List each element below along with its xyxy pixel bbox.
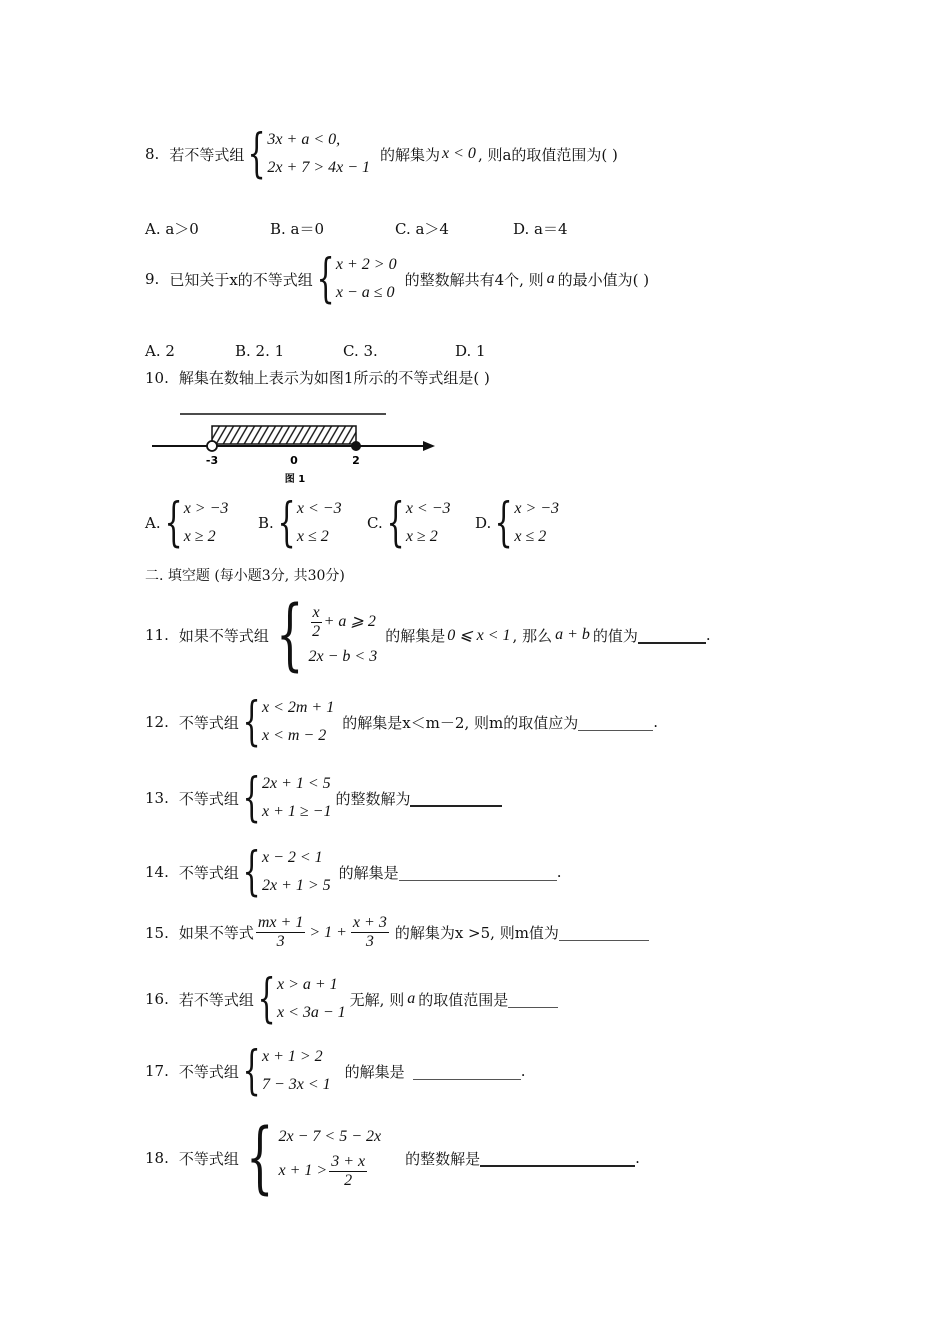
answer-options bbox=[145, 493, 745, 553]
system-row: x ≤ 2 bbox=[296, 528, 329, 545]
answer-blank[interactable] bbox=[399, 864, 557, 881]
system-row: x + 1 > 2 bbox=[261, 1048, 323, 1065]
inequality-system bbox=[241, 842, 331, 902]
inequality-system bbox=[271, 590, 378, 680]
question-8 bbox=[145, 124, 618, 184]
period: . bbox=[653, 713, 658, 731]
question-16 bbox=[145, 969, 558, 1029]
inequality-system bbox=[256, 969, 346, 1029]
option-d[interactable]: D. a＝4 bbox=[513, 220, 568, 238]
inequality-system bbox=[241, 692, 335, 752]
system-row bbox=[279, 1153, 382, 1190]
system-row: x > a + 1 bbox=[276, 976, 338, 993]
question-10 bbox=[145, 367, 490, 388]
question-number: 8. bbox=[145, 145, 160, 163]
answer-blank[interactable] bbox=[480, 1149, 635, 1167]
fraction-numerator: mx + 1 bbox=[257, 914, 304, 931]
question-number: 9. bbox=[145, 270, 160, 288]
hatched-solution-region bbox=[212, 426, 356, 444]
option-label: D. bbox=[475, 514, 492, 532]
question-text: 的解集为x >5, 则m值为 bbox=[394, 924, 559, 942]
question-text: 的值为 bbox=[592, 626, 638, 645]
question-text: , 那么 bbox=[512, 626, 553, 645]
fraction-denominator: 2 bbox=[344, 1171, 353, 1189]
brace-icon: { bbox=[247, 124, 266, 184]
question-text: 的整数解为 bbox=[335, 789, 411, 808]
brace-icon: { bbox=[277, 493, 296, 553]
system-row: 7 − 3x < 1 bbox=[261, 1076, 331, 1093]
answer-blank[interactable] bbox=[413, 1063, 521, 1080]
number-line-figure bbox=[150, 408, 440, 488]
question-text: 不等式组 bbox=[178, 1149, 239, 1168]
condition: 0 ⩽ x < 1 bbox=[447, 627, 511, 644]
option-c[interactable] bbox=[367, 493, 453, 553]
system-row: x ≤ 2 bbox=[514, 528, 547, 545]
option-b[interactable]: B. a＝0 bbox=[270, 220, 325, 238]
question-text: 不等式组 bbox=[178, 789, 239, 808]
option-d[interactable] bbox=[475, 493, 561, 553]
question-text: 的整数解是 bbox=[405, 1149, 481, 1168]
question-text: 的解集是x＜m－2, 则m的取值应为 bbox=[342, 713, 579, 732]
option-d[interactable]: D. 1 bbox=[455, 342, 486, 360]
question-text: 的取值范围是 bbox=[418, 990, 509, 1009]
brace-icon: { bbox=[242, 842, 261, 902]
brace-icon: { bbox=[316, 249, 335, 309]
question-text: 无解, 则 bbox=[349, 990, 405, 1009]
question-text: 的解集是 bbox=[385, 626, 446, 645]
system-row: x < −3 bbox=[296, 500, 342, 517]
answer-blank[interactable] bbox=[410, 789, 502, 807]
inequality-system bbox=[241, 768, 332, 828]
system-row: 2x − 7 < 5 − 2x bbox=[278, 1127, 382, 1145]
brace-icon: { bbox=[276, 590, 304, 680]
period: . bbox=[556, 863, 562, 881]
option-label: A. bbox=[145, 514, 161, 532]
option-a[interactable] bbox=[145, 493, 230, 553]
question-text: 如果不等式 bbox=[178, 924, 254, 942]
brace-icon: { bbox=[242, 768, 261, 828]
brace-icon: { bbox=[386, 493, 405, 553]
question-number: 13. bbox=[145, 789, 169, 807]
question-number: 17. bbox=[145, 1062, 169, 1080]
question-14 bbox=[145, 842, 562, 902]
system-row: 2x + 1 > 5 bbox=[261, 877, 331, 894]
system-row: x + 2 > 0 bbox=[335, 256, 397, 273]
question-number: 16. bbox=[145, 990, 169, 1008]
closed-point-icon bbox=[351, 441, 361, 451]
question-number: 15. bbox=[145, 923, 169, 942]
variable: a bbox=[407, 990, 416, 1007]
system-row: x + 1 ≥ −1 bbox=[261, 803, 332, 820]
fraction-denominator: 3 bbox=[276, 933, 285, 950]
system-row: x − 2 < 1 bbox=[261, 849, 323, 866]
section-heading: 二. 填空题 (每小题3分, 共30分) bbox=[145, 568, 345, 584]
question-text: 的整数解共有4个, 则 bbox=[404, 270, 544, 289]
fraction-denominator: 3 bbox=[365, 933, 374, 950]
system-row: x < −3 bbox=[405, 500, 451, 517]
brace-icon: { bbox=[494, 493, 513, 553]
question-text: 若不等式组 bbox=[178, 990, 254, 1009]
fraction-numerator: 3 + x bbox=[331, 1152, 366, 1170]
operator: > 1 + bbox=[309, 923, 347, 941]
period: . bbox=[520, 1062, 526, 1080]
question-text: 的解集是 bbox=[338, 863, 399, 882]
system-row: x < 2m + 1 bbox=[261, 699, 335, 716]
tick-label: 0 bbox=[290, 454, 298, 467]
question-text: 如果不等式组 bbox=[178, 626, 269, 645]
brace-icon: { bbox=[246, 1113, 274, 1203]
answer-blank[interactable] bbox=[578, 714, 653, 731]
option-b[interactable]: B. 2. 1 bbox=[235, 342, 285, 360]
period: . bbox=[635, 1149, 640, 1167]
question-number: 10. bbox=[145, 368, 169, 387]
system-row: 2x − b < 3 bbox=[308, 647, 378, 665]
question-18 bbox=[145, 1113, 640, 1203]
inequality-system bbox=[241, 1041, 331, 1101]
system-row: x ≥ 2 bbox=[183, 528, 216, 545]
inequality-system bbox=[241, 1113, 382, 1203]
system-row: x ≥ 2 bbox=[405, 528, 438, 545]
system-row: 2x + 7 > 4x − 1 bbox=[267, 159, 371, 176]
inequality-system bbox=[315, 249, 397, 309]
question-text: 的解集是 bbox=[344, 1062, 405, 1081]
question-text: 不等式组 bbox=[178, 863, 239, 882]
option-a[interactable]: A. a＞0 bbox=[145, 220, 199, 238]
brace-icon: { bbox=[242, 1041, 261, 1101]
answer-blank[interactable] bbox=[638, 626, 706, 644]
question-text: 已知关于x的不等式组 bbox=[169, 270, 313, 289]
question-12 bbox=[145, 692, 658, 752]
question-text: 解集在数轴上表示为如图1所示的不等式组是( ) bbox=[178, 369, 490, 387]
question-text: 不等式组 bbox=[178, 1062, 239, 1081]
question-number: 11. bbox=[145, 626, 169, 644]
tick-label: 2 bbox=[352, 454, 360, 467]
expression: a + b bbox=[555, 626, 590, 643]
question-text: 不等式组 bbox=[178, 713, 239, 732]
option-label: B. bbox=[258, 514, 274, 532]
brace-icon: { bbox=[257, 969, 276, 1029]
system-row: x − a ≤ 0 bbox=[335, 284, 395, 301]
period: . bbox=[705, 626, 711, 644]
figure-caption: 图 1 bbox=[284, 474, 306, 485]
brace-icon: { bbox=[242, 692, 261, 752]
system-row-rest: + a ⩾ 2 bbox=[323, 613, 376, 630]
question-text: 的解集为 bbox=[380, 145, 441, 164]
fraction-numerator: x + 3 bbox=[352, 914, 387, 931]
arrow-icon bbox=[423, 441, 435, 451]
question-17 bbox=[145, 1041, 526, 1101]
fraction-denominator: 2 bbox=[312, 622, 321, 640]
question-11 bbox=[145, 590, 711, 680]
option-a[interactable]: A. 2 bbox=[145, 342, 175, 360]
option-c[interactable]: C. a＞4 bbox=[395, 220, 449, 238]
tick-label: -3 bbox=[205, 454, 219, 467]
question-text: , 则a的取值范围为( ) bbox=[477, 145, 618, 164]
system-row: 2x + 1 < 5 bbox=[261, 775, 331, 792]
question-text: 若不等式组 bbox=[169, 145, 245, 164]
question-13 bbox=[145, 768, 502, 828]
system-row: x > −3 bbox=[183, 500, 229, 517]
question-9 bbox=[145, 249, 650, 309]
question-text: 的最小值为( ) bbox=[557, 270, 650, 289]
inequality-system bbox=[246, 124, 371, 184]
option-b[interactable] bbox=[258, 493, 344, 553]
condition: x < 0 bbox=[442, 145, 476, 162]
brace-icon: { bbox=[164, 493, 183, 553]
variable: a bbox=[546, 270, 555, 287]
system-row-left: x + 1 > bbox=[278, 1162, 328, 1179]
answer-blank[interactable] bbox=[508, 991, 558, 1008]
system-row: x > −3 bbox=[514, 500, 560, 517]
system-row: x < m − 2 bbox=[261, 727, 327, 744]
open-point-icon bbox=[207, 441, 217, 451]
option-label: C. bbox=[367, 514, 383, 532]
question-15 bbox=[145, 914, 649, 951]
question-number: 18. bbox=[145, 1149, 169, 1167]
system-row bbox=[309, 604, 378, 641]
question-number: 14. bbox=[145, 863, 169, 881]
system-row: x < 3a − 1 bbox=[276, 1004, 346, 1021]
question-number: 12. bbox=[145, 713, 169, 731]
answer-blank[interactable] bbox=[559, 924, 649, 941]
system-row: 3x + a < 0, bbox=[267, 131, 341, 148]
option-c[interactable]: C. 3. bbox=[343, 342, 378, 360]
fraction-numerator: x bbox=[312, 603, 320, 621]
